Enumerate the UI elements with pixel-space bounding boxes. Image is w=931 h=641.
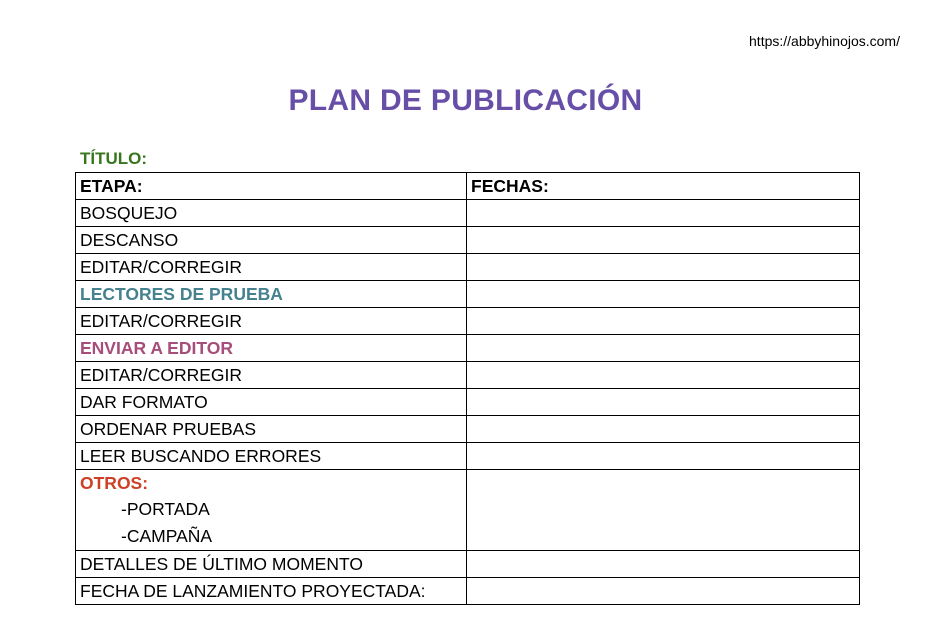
page-title: PLAN DE PUBLICACIÓN	[288, 84, 643, 117]
date-cell[interactable]	[467, 470, 860, 551]
date-cell[interactable]	[467, 443, 860, 470]
stage-cell: DESCANSO	[76, 227, 467, 254]
stage-cell: ORDENAR PRUEBAS	[76, 416, 467, 443]
publication-plan-table	[75, 172, 860, 605]
date-cell[interactable]	[467, 389, 860, 416]
date-cell[interactable]	[467, 281, 860, 308]
stage-cell: BOSQUEJO	[76, 200, 467, 227]
date-cell[interactable]	[467, 308, 860, 335]
table-row	[76, 416, 860, 443]
table-row	[76, 335, 860, 362]
otros-item-portada: -PORTADA	[121, 499, 210, 519]
stage-cell: FECHA DE LANZAMIENTO PROYECTADA:	[76, 578, 467, 605]
date-cell[interactable]	[467, 416, 860, 443]
website-url: https://abbyhinojos.com/	[749, 33, 900, 49]
otros-item-campana: -CAMPAÑA	[121, 526, 213, 546]
table-row	[76, 443, 860, 470]
table-row	[76, 281, 860, 308]
table-row	[76, 389, 860, 416]
stage-cell: EDITAR/CORREGIR	[76, 308, 467, 335]
table-row	[76, 578, 860, 605]
table-row-otros	[76, 470, 860, 551]
stage-cell: DAR FORMATO	[76, 389, 467, 416]
date-cell[interactable]	[467, 200, 860, 227]
date-cell[interactable]	[467, 362, 860, 389]
stage-cell: DETALLES DE ÚLTIMO MOMENTO	[76, 551, 467, 578]
date-cell[interactable]	[467, 578, 860, 605]
stage-cell: EDITAR/CORREGIR	[76, 362, 467, 389]
stage-cell: EDITAR/CORREGIR	[76, 254, 467, 281]
table-row	[76, 308, 860, 335]
stage-cell: LEER BUSCANDO ERRORES	[76, 443, 467, 470]
table-row	[76, 254, 860, 281]
stage-cell-enviar: ENVIAR A EDITOR	[76, 335, 467, 362]
date-cell[interactable]	[467, 335, 860, 362]
table-header-row	[76, 173, 860, 200]
date-cell[interactable]	[467, 227, 860, 254]
otros-label: OTROS:	[80, 473, 149, 493]
date-cell[interactable]	[467, 254, 860, 281]
table-row	[76, 227, 860, 254]
header-fechas: FECHAS:	[467, 173, 860, 200]
date-cell[interactable]	[467, 551, 860, 578]
table-row	[76, 200, 860, 227]
header-etapa: ETAPA:	[76, 173, 467, 200]
stage-cell-lectores: LECTORES DE PRUEBA	[76, 281, 467, 308]
table-row	[76, 551, 860, 578]
stage-cell-otros	[76, 470, 467, 551]
table-row	[76, 362, 860, 389]
titulo-label: TÍTULO:	[80, 149, 148, 168]
